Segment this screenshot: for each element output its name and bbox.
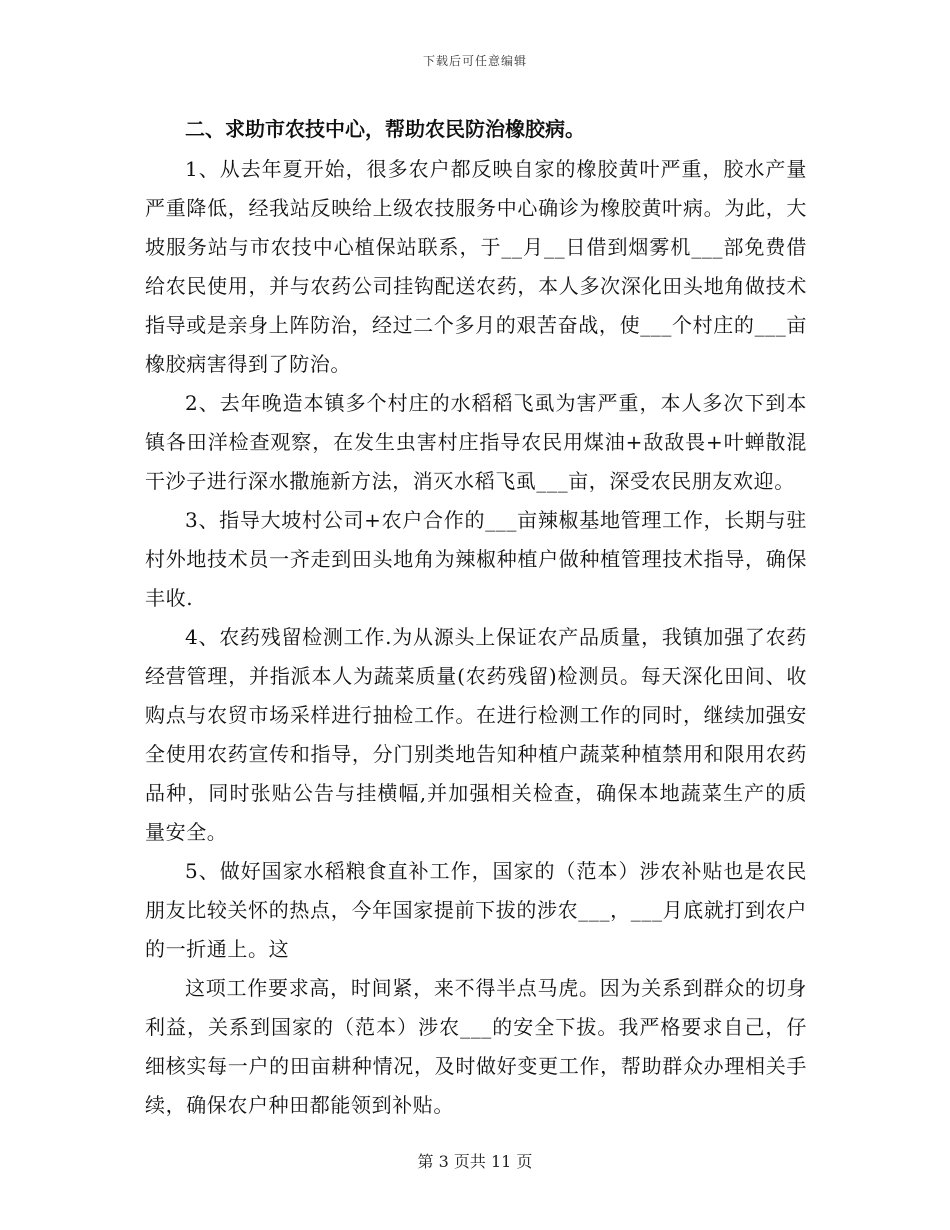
page-number: 第 3 页共 11 页	[417, 1152, 533, 1171]
section-heading: 二、求助市农技中心，帮助农民防治橡胶病。	[185, 117, 585, 141]
paragraph-5: 5、做好国家水稻粮食直补工作，国家的（范本）涉农补贴也是农民朋友比较关怀的热点，今年国家提前下拔的涉农___，___月底就打到农户的一折通上。这	[145, 859, 807, 961]
document-body	[145, 108, 807, 1125]
page-header-note: 下载后可任意编辑	[422, 54, 527, 68]
paragraph-3: 3、指导大坡村公司+农户合作的___亩辣椒基地管理工作，长期与驻村外地技术员一齐走到田头地角为辣椒种植户做种植管理技术指导，确保丰收.	[145, 508, 807, 610]
paragraph-2: 2、去年晚造本镇多个村庄的水稻稻飞虱为害严重，本人多次下到本镇各田洋检查观察，在发生虫害村庄指导农民用煤油+敌敌畏+叶蝉散混干沙子进行深水撒施新方法，消灭水稻飞虱___亩，深受农民朋友欢迎。	[145, 391, 807, 493]
paragraph-1: 1、从去年夏开始，很多农户都反映自家的橡胶黄叶严重，胶水产量严重降低，经我站反映给上级农技服务中心确诊为橡胶黄叶病。为此，大坡服务站与市农技中心植保站联系，于__月__日借到烟雾机___部免费借给农民使用，并与农药公司挂钩配送农药，本人多次深化田头地角做技术指导或是亲身上阵防治，经过二个多月的艰苦奋战，使___个村庄的___亩橡胶病害得到了防治。	[145, 157, 807, 376]
paragraph-4: 4、农药残留检测工作.为从源头上保证农产品质量，我镇加强了农药经营管理，并指派本人为蔬菜质量(农药残留)检测员。每天深化田间、收购点与农贸市场采样进行抽检工作。在进行检测工作的同时，继续加强安全使用农药宣传和指导，分门别类地告知种植户蔬菜种植禁用和限用农药品种，同时张贴公告与挂横幅,并加强相关检查，确保本地蔬菜生产的质量安全。	[145, 625, 807, 844]
paragraph-6: 这项工作要求高，时间紧，来不得半点马虎。因为关系到群众的切身利益，关系到国家的（范本）涉农___的安全下拔。我严格要求自己，仔细核实每一户的田亩耕种情况，及时做好变更工作，帮助群众办理相关手续，确保农户种田都能领到补贴。	[145, 976, 807, 1117]
